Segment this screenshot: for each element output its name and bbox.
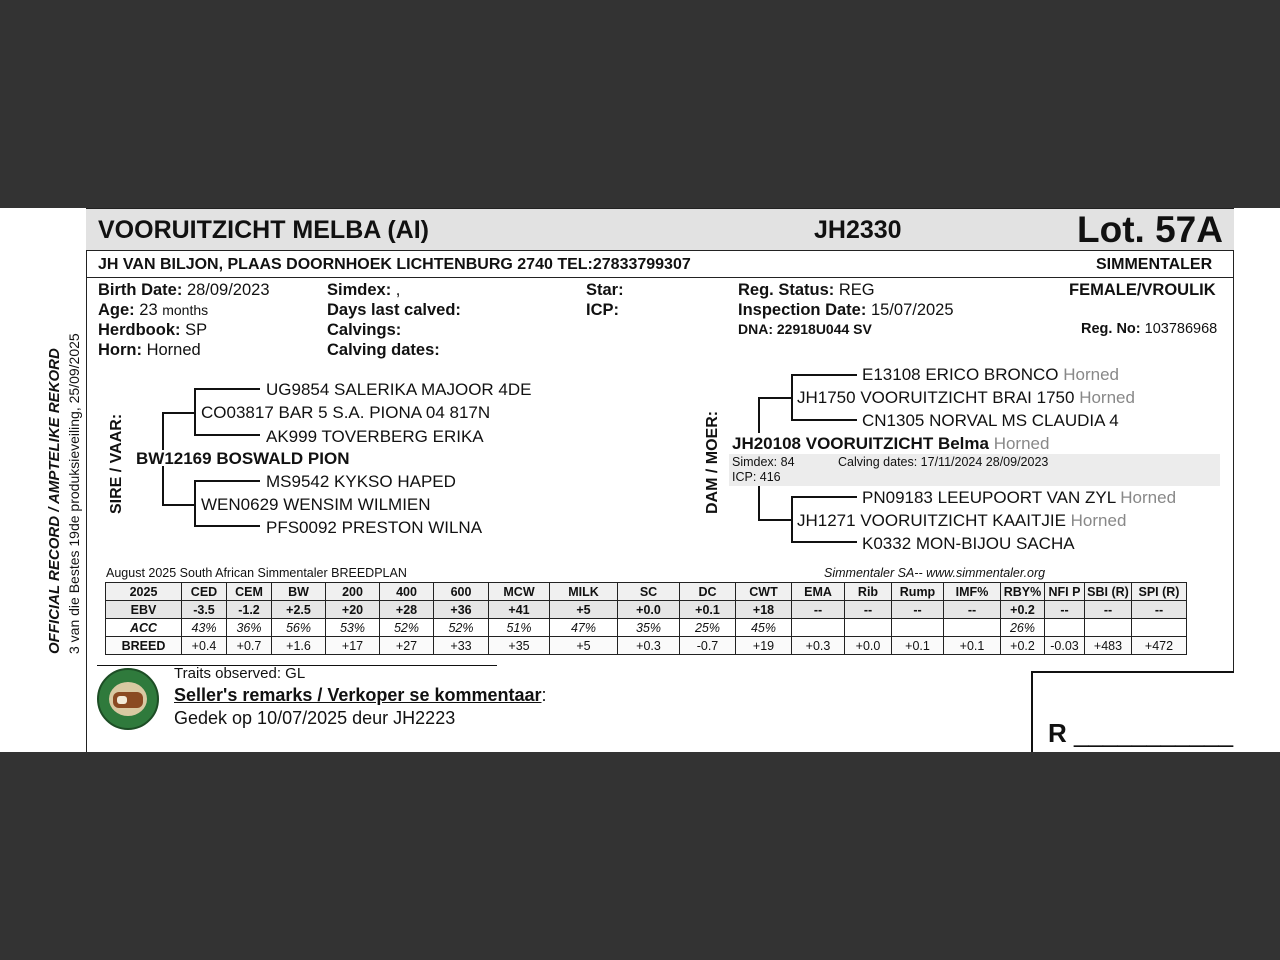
inspection-value: 15/07/2025 <box>870 301 954 319</box>
dam-line <box>791 374 793 420</box>
dam-sire-horn: Horned <box>1079 388 1135 407</box>
dam-sire-sire-name: E13108 ERICO BRONCO <box>862 365 1059 384</box>
ebv-cell: -- <box>845 601 892 619</box>
sire-line <box>194 480 260 482</box>
ebv-header-cell: Rib <box>845 583 892 601</box>
breeder-line: JH VAN BILJON, PLAAS DOORNHOEK LICHTENBURG 2740 TEL:27833799307 <box>98 256 691 273</box>
ebv-cell: +36 <box>434 601 489 619</box>
acc-cell <box>1085 619 1132 637</box>
dam-dam-dam: K0332 MON-BIJOU SACHA <box>862 534 1075 553</box>
star: Star: <box>586 281 624 299</box>
sire-line <box>162 466 164 504</box>
reg-no <box>1081 321 1217 337</box>
ebv-cell: -- <box>1132 601 1187 619</box>
breed-cell: +19 <box>736 637 792 655</box>
acc-cell <box>792 619 845 637</box>
ebv-header-cell: BW <box>272 583 326 601</box>
ebv-cell: -- <box>892 601 944 619</box>
sire-line <box>194 525 260 527</box>
dam-sire-dam: CN1305 NORVAL MS CLAUDIA 4 <box>862 411 1119 430</box>
acc-cell: 56% <box>272 619 326 637</box>
horn-value: Horned <box>146 341 201 359</box>
sire-name: BW12169 BOSWALD PION <box>136 449 350 468</box>
ebv-cell: +41 <box>489 601 550 619</box>
sire-line <box>194 434 260 436</box>
ebv-header-cell: IMF% <box>944 583 1001 601</box>
dam-line <box>791 374 857 376</box>
calvings: Calvings: <box>327 321 402 339</box>
dam-simdex: Simdex: 84 <box>732 455 795 469</box>
ebv-header-cell: MCW <box>489 583 550 601</box>
dam-title: DAM / MOER: <box>704 410 721 514</box>
official-record-label: OFFICIAL RECORD / AMPTELIKE REKORD <box>46 348 63 654</box>
sire-line <box>194 388 196 435</box>
sire-dam: WEN0629 WENSIM WILMIEN <box>201 495 431 514</box>
dam-dam <box>797 511 1126 531</box>
ebv-header-cell: DC <box>680 583 736 601</box>
ebv-header-cell: 600 <box>434 583 489 601</box>
days-last-calved: Days last calved: <box>327 301 461 319</box>
birth-date <box>98 281 270 300</box>
simdex-value: , <box>395 281 401 299</box>
dam-line <box>791 496 793 542</box>
dam-line <box>758 397 791 399</box>
ebv-header-cell: CED <box>182 583 227 601</box>
acc-cell: 53% <box>326 619 380 637</box>
ebv-label: EBV <box>106 601 182 619</box>
ebv-header-cell: NFI P <box>1045 583 1085 601</box>
herdbook <box>98 321 207 340</box>
breed-label: BREED <box>106 637 182 655</box>
sire-line <box>162 412 164 450</box>
dam-sire-name: JH1750 VOORUITZICHT BRAI 1750 <box>797 388 1075 407</box>
ebv-cell: +2.5 <box>272 601 326 619</box>
animal-name: VOORUITZICHT MELBA (AI) <box>98 216 429 244</box>
dam-horn: Horned <box>993 434 1050 453</box>
breed-cell: +35 <box>489 637 550 655</box>
breed-cell: +0.3 <box>618 637 680 655</box>
breed-cell: +0.1 <box>944 637 1001 655</box>
ebv-cell: +28 <box>380 601 434 619</box>
sire-sire-sire: UG9854 SALERIKA MAJOOR 4DE <box>266 380 532 399</box>
dam-sire-sire-horn: Horned <box>1063 365 1120 384</box>
simdex <box>327 281 400 300</box>
acc-cell <box>1045 619 1085 637</box>
ebv-header-cell: MILK <box>550 583 618 601</box>
dam-dam-sire-name: PN09183 LEEUPOORT VAN ZYL <box>862 488 1116 507</box>
ebv-header-cell: RBY% <box>1001 583 1045 601</box>
dam-dam-sire-horn: Horned <box>1120 488 1177 507</box>
dam-sire <box>797 388 1135 408</box>
ebv-header-cell: SPI (R) <box>1132 583 1187 601</box>
acc-label: ACC <box>106 619 182 637</box>
price-prefix: R <box>1048 718 1067 748</box>
dam-line <box>791 419 857 421</box>
ebv-cell: -3.5 <box>182 601 227 619</box>
dam-line <box>758 397 760 433</box>
breed-cell: -0.03 <box>1045 637 1085 655</box>
dam-sire-sire <box>862 365 1119 385</box>
acc-cell: 36% <box>227 619 272 637</box>
sex: FEMALE/VROULIK <box>1069 281 1216 299</box>
acc-cell: 47% <box>550 619 618 637</box>
age <box>98 301 208 320</box>
breed-cell: +0.7 <box>227 637 272 655</box>
sire-line <box>194 388 260 390</box>
acc-cell: 52% <box>434 619 489 637</box>
dam-dam-name: JH1271 VOORUITZICHT KAAITJIE <box>797 511 1066 530</box>
horn-label: Horn: <box>98 341 142 359</box>
acc-cell: 45% <box>736 619 792 637</box>
dam-icp: ICP: 416 <box>732 470 781 484</box>
ebv-header-row <box>106 583 1187 601</box>
breed-cell: +5 <box>550 637 618 655</box>
ebv-cell: +0.0 <box>618 601 680 619</box>
age-label: Age: <box>98 301 135 319</box>
sale-label: 3 van die Bestes 19de produksieveiling, 25/09/2025 <box>66 333 82 654</box>
breed-cell: +1.6 <box>272 637 326 655</box>
lot-card <box>0 208 1280 752</box>
seller-remarks-colon: : <box>541 685 547 705</box>
ebv-cell: -- <box>1045 601 1085 619</box>
sire-line <box>162 412 194 414</box>
lot-number: Lot. 57A <box>1077 209 1223 250</box>
acc-cell: 52% <box>380 619 434 637</box>
ebv-cell: +0.1 <box>680 601 736 619</box>
simdex-label: Simdex: <box>327 281 392 299</box>
birth-date-value: 28/09/2023 <box>186 281 270 299</box>
reg-no-label: Reg. No: <box>1081 321 1141 337</box>
dam-dam-horn: Horned <box>1070 511 1127 530</box>
ebv-header-cell: 400 <box>380 583 434 601</box>
dam-calving-dates: Calving dates: 17/11/2024 28/09/2023 <box>838 455 1049 469</box>
acc-cell: 25% <box>680 619 736 637</box>
birth-date-label: Birth Date: <box>98 281 183 299</box>
ebv-header-cell: CEM <box>227 583 272 601</box>
breed-cell: +27 <box>380 637 434 655</box>
ebv-cell: -- <box>944 601 1001 619</box>
sire-line <box>194 480 196 526</box>
acc-cell <box>1132 619 1187 637</box>
seller-remarks-title: Seller's remarks / Verkoper se kommentaar <box>174 685 542 705</box>
reg-no-value: 103786968 <box>1144 321 1218 337</box>
ebv-cell: +20 <box>326 601 380 619</box>
acc-cell <box>892 619 944 637</box>
acc-cell: 43% <box>182 619 227 637</box>
ebv-header-label: 2025 <box>106 583 182 601</box>
ebv-header-cell: CWT <box>736 583 792 601</box>
ebv-header-cell: EMA <box>792 583 845 601</box>
ebv-header-cell: Rump <box>892 583 944 601</box>
price-blank: ___________ <box>1074 718 1234 748</box>
calving-dates: Calving dates: <box>327 341 440 359</box>
ebv-cell: -- <box>792 601 845 619</box>
breed-cell: -0.7 <box>680 637 736 655</box>
reg-status <box>738 281 875 300</box>
breed-name: SIMMENTALER <box>1096 256 1213 273</box>
price-field[interactable] <box>1048 718 1233 749</box>
breedplan-title: August 2025 South African Simmentaler BREEDPLAN <box>106 566 407 580</box>
ebv-cell: +0.2 <box>1001 601 1045 619</box>
dam <box>732 434 1049 454</box>
dam-line <box>758 486 760 520</box>
sire-dam-sire: MS9542 KYKSO HAPED <box>266 472 456 491</box>
ebv-table <box>105 582 1187 655</box>
breed-row <box>106 637 1187 655</box>
sire-line <box>162 504 194 506</box>
age-unit: months <box>162 302 209 318</box>
dna: DNA: 22918U044 SV <box>738 321 872 337</box>
ebv-header-cell: 200 <box>326 583 380 601</box>
inspection-label: Inspection Date: <box>738 301 867 319</box>
acc-cell: 26% <box>1001 619 1045 637</box>
ebv-cell: -1.2 <box>227 601 272 619</box>
ebv-header-cell: SC <box>618 583 680 601</box>
breed-cell: +0.2 <box>1001 637 1045 655</box>
icp: ICP: <box>586 301 619 319</box>
herdbook-value: SP <box>185 321 208 339</box>
breed-cell: +0.4 <box>182 637 227 655</box>
breed-cell: +17 <box>326 637 380 655</box>
breed-cell: +0.3 <box>792 637 845 655</box>
ebv-cell: +5 <box>550 601 618 619</box>
traits-observed: Traits observed: GL <box>174 665 306 682</box>
inspection-date <box>738 301 954 320</box>
sire-sire: CO03817 BAR 5 S.A. PIONA 04 817N <box>201 403 491 422</box>
herdbook-label: Herdbook: <box>98 321 181 339</box>
reg-status-label: Reg. Status: <box>738 281 835 299</box>
dam-line <box>758 519 791 521</box>
logo-cow-face <box>117 696 127 704</box>
acc-cell <box>944 619 1001 637</box>
reg-status-value: REG <box>838 281 875 299</box>
ebv-cell: +18 <box>736 601 792 619</box>
acc-cell: 35% <box>618 619 680 637</box>
animal-id: JH2330 <box>814 216 902 244</box>
seller-remarks-heading <box>174 685 547 706</box>
sire-dam-dam: PFS0092 PRESTON WILNA <box>266 518 483 537</box>
breed-cell: +0.0 <box>845 637 892 655</box>
breed-cell: +483 <box>1085 637 1132 655</box>
dam-name: JH20108 VOORUITZICHT Belma <box>732 434 989 453</box>
breed-cell: +472 <box>1132 637 1187 655</box>
sire-title: SIRE / VAAR: <box>108 413 125 514</box>
ebv-row <box>106 601 1187 619</box>
ebv-cell: -- <box>1085 601 1132 619</box>
seller-remarks-text: Gedek op 10/07/2025 deur JH2223 <box>174 708 456 728</box>
breed-cell: +0.1 <box>892 637 944 655</box>
dam-line <box>791 496 857 498</box>
acc-row <box>106 619 1187 637</box>
acc-cell <box>845 619 892 637</box>
horn <box>98 341 201 360</box>
sire-sire-dam: AK999 TOVERBERG ERIKA <box>266 427 484 446</box>
dam-dam-sire <box>862 488 1176 508</box>
simmentaler-logo <box>97 668 159 730</box>
ebv-header-cell: SBI (R) <box>1085 583 1132 601</box>
age-value: 23 <box>139 301 158 319</box>
dam-line <box>791 541 857 543</box>
breed-cell: +33 <box>434 637 489 655</box>
breedplan-website: Simmentaler SA-- www.simmentaler.org <box>824 566 1046 580</box>
acc-cell: 51% <box>489 619 550 637</box>
